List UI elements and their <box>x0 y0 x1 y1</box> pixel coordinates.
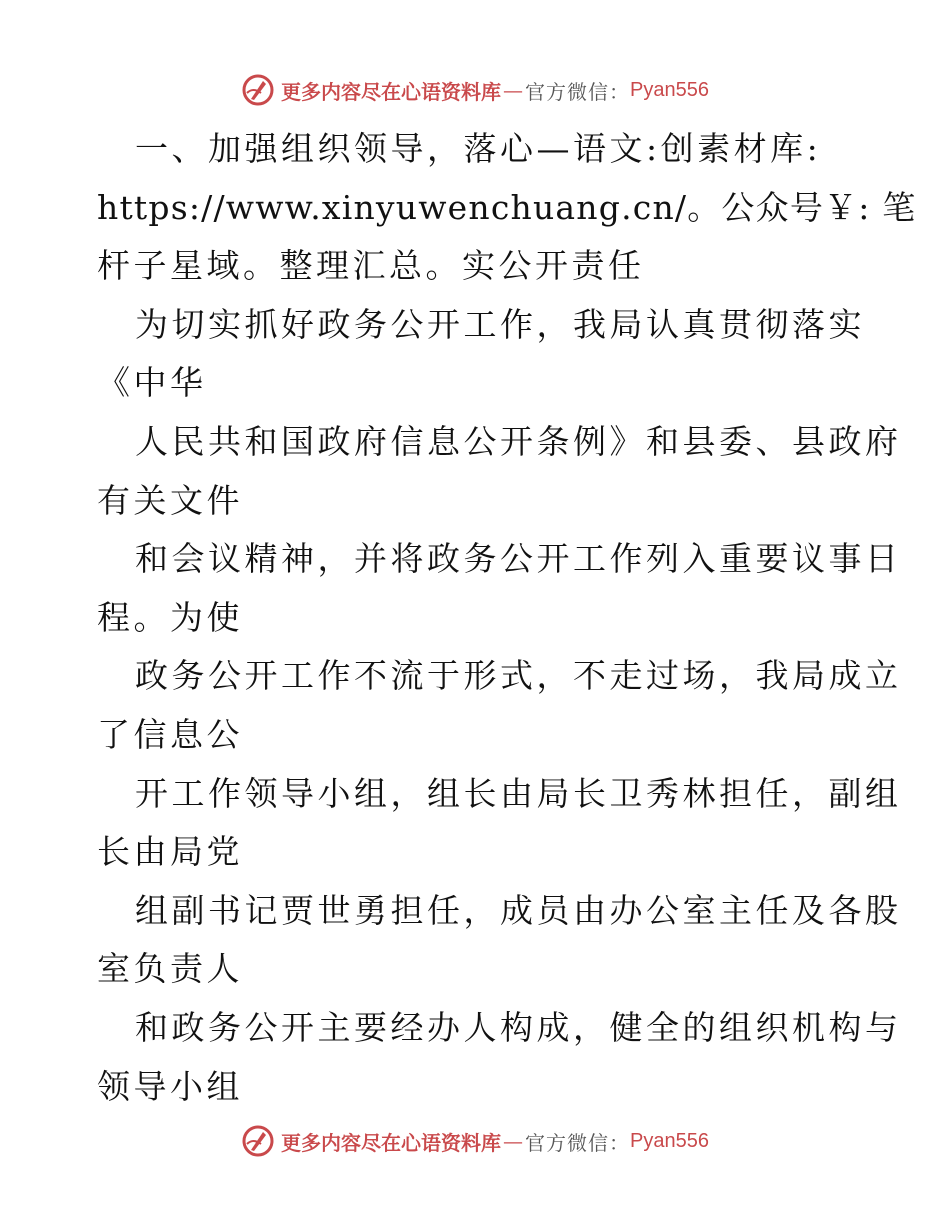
document-body <box>97 120 917 1116</box>
body-line: 了信息公 <box>97 714 243 754</box>
body-line: 室负责人 <box>97 949 243 989</box>
header-watermark <box>0 70 950 110</box>
body-line: 政务公开工作不流于形式，不走过场，我局成立 <box>135 656 902 696</box>
body-line: 和政务公开主要经办人构成，健全的组织机构与 <box>135 1007 902 1047</box>
body-line: 有关文件 <box>97 480 243 520</box>
watermark-account: Pyan556 <box>630 78 709 101</box>
footer-watermark <box>0 1121 950 1161</box>
watermark-label: 官方微信： <box>525 1130 631 1155</box>
body-line: 为切实抓好政务公开工作，我局认真贯彻落实 <box>135 304 865 344</box>
watermark-label: 官方微信： <box>525 79 631 104</box>
body-line: 长由局党 <box>97 832 243 872</box>
body-line: https://www.xinyuwenchuang.cn/。公众号￥: 笔 <box>97 187 917 227</box>
body-line: 《中华 <box>97 363 207 403</box>
quill-logo-icon <box>241 73 275 107</box>
body-line: 程。为使 <box>97 597 243 637</box>
body-line: 组副书记贾世勇担任，成员由办公室主任及各股 <box>135 890 902 930</box>
watermark-brand: 更多内容尽在心语资料库 <box>281 79 502 104</box>
body-line: 人民共和国政府信息公开条例》和县委、县政府 <box>135 421 902 461</box>
quill-logo-icon <box>241 1124 275 1158</box>
body-line: 杆子星域。整理汇总。实公开责任 <box>97 246 645 286</box>
body-line: 开工作领导小组，组长由局长卫秀林担任，副组 <box>135 773 902 813</box>
body-line: 和会议精神，并将政务公开工作列入重要议事日 <box>135 539 902 579</box>
body-line: 领导小组 <box>97 1066 243 1106</box>
watermark-brand: 更多内容尽在心语资料库 <box>281 1130 502 1155</box>
watermark-separator: — <box>503 1129 524 1153</box>
watermark-separator: — <box>503 78 524 102</box>
watermark-account: Pyan556 <box>630 1129 709 1152</box>
body-line: 一、加强组织领导，落心—语文:创素材库: <box>135 129 822 168</box>
